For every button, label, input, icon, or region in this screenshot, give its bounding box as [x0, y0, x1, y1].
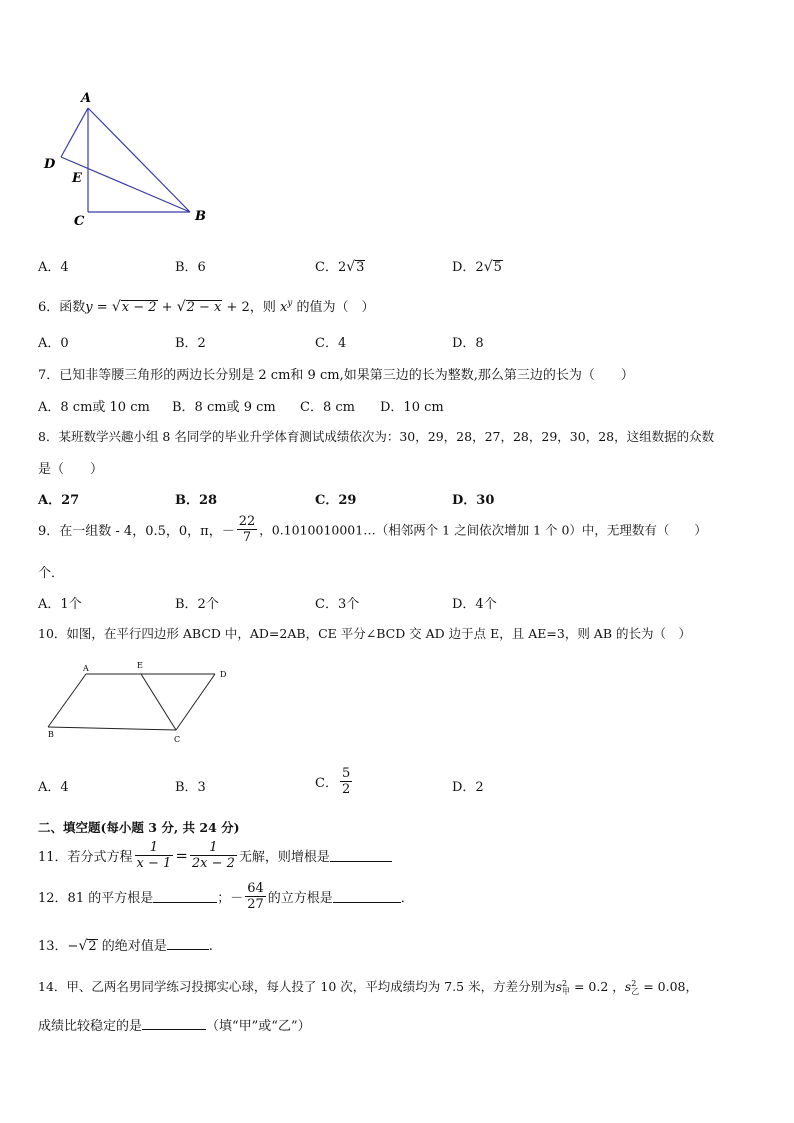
radicand: 2 − x [186, 300, 222, 315]
option-c[interactable]: C．29 [315, 493, 357, 508]
option-d[interactable]: D．10 cm [380, 400, 444, 415]
math-op: = [92, 300, 112, 315]
point-label-c: C [174, 735, 181, 744]
math-op: = [175, 846, 188, 865]
question-8-line2: 是（ ） [38, 462, 104, 477]
question-7: 7．已知非等腰三角形的两边长分别是 2 cm和 9 cm,如果第三边的长为整数,那么第三边的长为（ ） [38, 368, 634, 383]
question-text: 无解，则增根是 [238, 850, 330, 865]
fraction-denominator: 27 [247, 897, 264, 912]
question-8-line1: 8．某班数学兴趣小组 8 名同学的毕业升学体育测试成绩依次为：30，29，28，27，28，29，30，28，这组数据的众数 [38, 429, 715, 444]
point-label-e: E [72, 171, 82, 186]
fraction-numerator: 5 [341, 766, 351, 781]
fraction-denominator: x − 1 [136, 856, 172, 871]
math-var: s [555, 979, 563, 994]
point-label-a: A [83, 664, 89, 673]
question-text: 的值为（ ） [292, 300, 375, 315]
question-11 [38, 840, 392, 871]
question-text: （填“甲”或“乙”） [206, 1019, 311, 1034]
option-a[interactable]: A．8 cm或 10 cm [38, 400, 150, 415]
math-op: + 2 [222, 300, 250, 315]
fraction-denominator: 7 [242, 530, 252, 545]
question-text: ，0.1010010001…（相邻两个 1 之间依次增加 1 个 0）中，无理数有（ ） [259, 522, 707, 538]
option-d-label: D．2 [452, 260, 484, 275]
fraction-numerator: 1 [190, 840, 237, 856]
option-c[interactable]: C．8 cm [300, 400, 355, 415]
fraction [245, 881, 266, 912]
option-c-label: C． [315, 776, 338, 791]
radicand: 2 [88, 939, 97, 954]
question-text: 函数 [59, 300, 86, 315]
option-a[interactable]: A．1个 [38, 597, 82, 612]
fraction [340, 766, 352, 797]
option-b[interactable]: B．28 [175, 493, 218, 508]
math-var: x [279, 300, 288, 315]
parallelogram-figure [40, 660, 240, 748]
question-10: 10．如图，在平行四边形 ABCD 中，AD=2AB，CE 平分∠BCD 交 AD 边于点 E，且 AE=3，则 AB 的长为（ ） [38, 626, 691, 641]
option-a[interactable]: A．4 [38, 780, 69, 795]
question-text: . [208, 939, 213, 954]
point-label-d: D [220, 670, 227, 679]
option-b[interactable]: B．2 [175, 336, 206, 351]
question-9-line2: 个． [38, 566, 65, 581]
question-6: 6．函数y = √x − 2 + √2 − x + 2，则 $x^y$ 的值为（ ） [38, 298, 375, 315]
question-text: 的绝对值是 [97, 939, 167, 954]
question-14-line2 [38, 1015, 311, 1034]
point-label-b: B [195, 209, 206, 224]
option-d[interactable]: D．30 [452, 493, 495, 508]
math-var: s [624, 979, 632, 994]
question-text: 的立方根是 [267, 891, 333, 906]
question-12 [38, 881, 414, 912]
answer-blank[interactable] [167, 937, 209, 950]
question-number: 6． [38, 300, 60, 315]
question-text: 11．若分式方程 [38, 850, 133, 865]
point-label-c: C [74, 214, 85, 229]
answer-blank[interactable] [333, 890, 401, 903]
option-c[interactable] [315, 766, 354, 797]
option-c[interactable]: C．3个 [315, 597, 360, 612]
superscript: 2 [562, 978, 568, 988]
fraction-denominator: 2 [341, 782, 351, 797]
question-14-line1 [38, 977, 698, 996]
math-var: y [85, 300, 93, 315]
section-title: 二、填空题(每小题 3 分, 共 24 分) [38, 820, 240, 835]
option-b[interactable]: B．8 cm或 9 cm [172, 400, 276, 415]
question-text: 12．81 的平方根是 [38, 891, 154, 906]
fraction-numerator: 1 [135, 840, 174, 856]
option-a[interactable]: A．4 [38, 260, 69, 275]
option-b[interactable]: B．2个 [175, 597, 219, 612]
option-b[interactable]: B．6 [175, 260, 206, 275]
fraction [135, 840, 174, 871]
option-b[interactable]: B．3 [175, 780, 206, 795]
question-13: 13．−√2 的绝对值是 . [38, 938, 213, 954]
answer-blank[interactable] [330, 849, 392, 862]
question-text: 14．甲、乙两名男同学练习投掷实心球，每人投了 10 次，平均成绩均为 7.5 米，方差分别为 [38, 979, 556, 994]
triangle-figure [38, 86, 218, 231]
question-text: 13．− [38, 939, 79, 954]
option-d[interactable]: D．2 [452, 780, 484, 795]
point-label-a: A [81, 91, 92, 106]
subscript: 乙 [631, 986, 640, 996]
option-c[interactable]: C．2√3 [315, 259, 365, 275]
fraction [190, 840, 237, 871]
option-a[interactable]: A．27 [38, 493, 80, 508]
question-9 [38, 514, 707, 545]
question-text: 成绩比较稳定的是 [38, 1019, 143, 1034]
fraction-numerator: 22 [238, 514, 256, 529]
question-text: 9．在一组数 - 4，0.5，0，π，－ [38, 524, 235, 539]
answer-blank[interactable] [142, 1017, 206, 1030]
fraction-denominator: 2x − 2 [191, 856, 235, 871]
superscript: 2 [631, 978, 637, 988]
math-value: = 0.08， [639, 979, 698, 994]
fraction-numerator: 64 [247, 881, 264, 896]
fraction [237, 514, 258, 545]
subscript: 甲 [562, 986, 571, 996]
option-c-label: C．2 [315, 260, 347, 275]
radicand: x − 2 [121, 300, 157, 315]
option-c[interactable]: C．4 [315, 336, 347, 351]
radicand: 5 [493, 260, 502, 275]
exponent: y [287, 298, 293, 309]
math-op: + [157, 300, 177, 315]
question-text: ；－ [217, 891, 244, 906]
radicand: 3 [356, 260, 365, 275]
question-text: ． [400, 891, 414, 906]
option-d[interactable]: D．8 [452, 336, 484, 351]
point-label-b: B [48, 730, 54, 739]
answer-blank[interactable] [153, 890, 217, 903]
point-label-d: D [44, 157, 56, 172]
point-label-e: E [137, 661, 143, 670]
math-value: = 0.2 ， [570, 979, 625, 994]
option-a[interactable]: A．0 [38, 336, 69, 351]
option-d[interactable]: D．2√5 [452, 259, 502, 275]
option-d[interactable]: D．4个 [452, 597, 497, 612]
question-text: ，则 [249, 300, 280, 315]
